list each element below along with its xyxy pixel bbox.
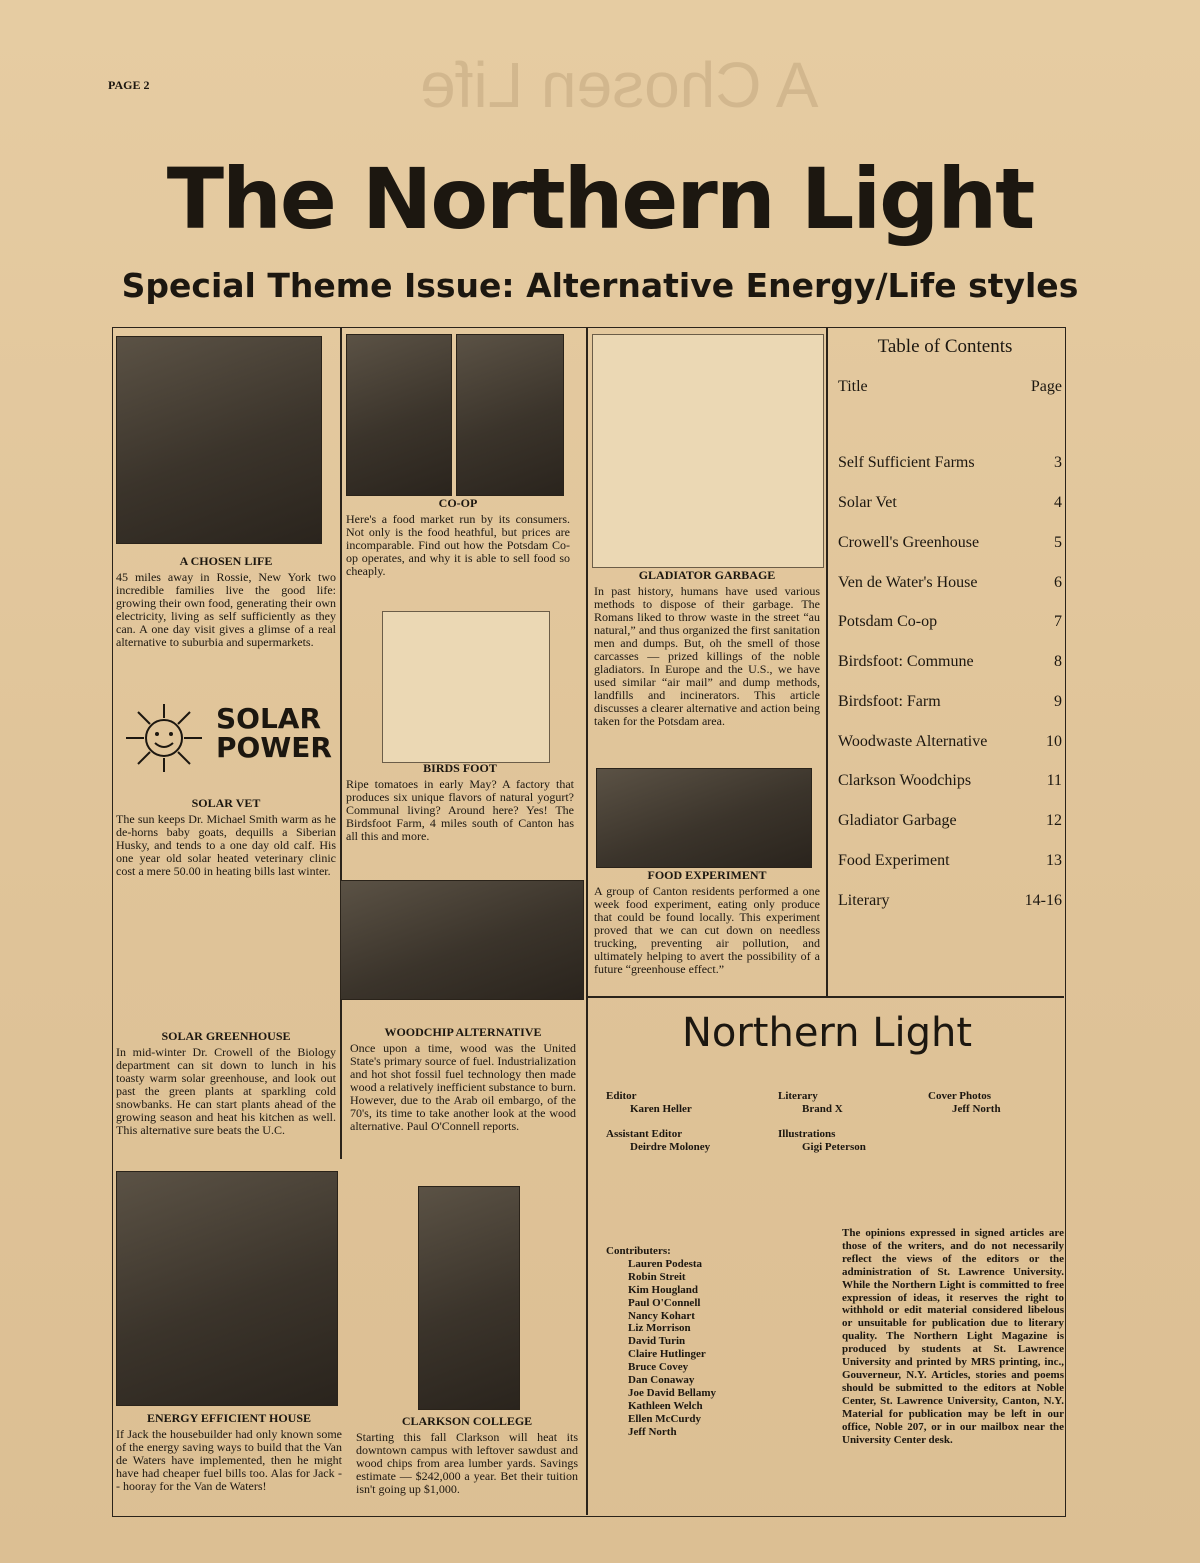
toc-entry-page: 7	[1054, 613, 1062, 630]
toc-entry-title: Self Sufficient Farms	[838, 454, 975, 471]
contributor-name: Kim Hougland	[628, 1283, 698, 1296]
staff-assistant-editor	[606, 1128, 710, 1154]
staff-label: Cover Photos	[928, 1090, 992, 1102]
solar-logo-line: SOLAR	[216, 702, 322, 735]
contributor-name: Kathleen Welch	[628, 1399, 703, 1412]
article-coop	[346, 496, 570, 578]
article-solar-greenhouse	[116, 1029, 336, 1137]
toc-entry	[838, 733, 1062, 751]
article-headline: ENERGY EFFICIENT HOUSE	[146, 1411, 312, 1425]
article-body: Ripe tomatoes in early May? A factory that produces six unique flavors of natural yogurt? Communal living? Around here? Yes! The Birdsfoot Farm, 4 miles south of Canton has all this and more.	[346, 777, 574, 843]
article-gladiator	[594, 568, 820, 728]
article-headline: A CHOSEN LIFE	[179, 554, 273, 568]
house-construction-photo	[116, 1171, 338, 1406]
article-body: Starting this fall Clarkson will heat its downtown campus with leftover sawdust and wood chips from area lumber yards. Savings estimate — $242,000 a year. Bet their tuition isn't going up $1,000.	[356, 1430, 578, 1496]
toc-col-title: Title	[838, 378, 868, 395]
staff-name: Gigi Peterson	[802, 1141, 866, 1153]
contributor-name: Ellen McCurdy	[628, 1412, 702, 1425]
contributor-name: Claire Hutlinger	[628, 1348, 706, 1361]
toc-entry-title: Birdsfoot: Commune	[838, 653, 974, 670]
toc-entry	[838, 852, 1062, 870]
toc-entry-title: Solar Vet	[838, 494, 897, 511]
toc-entry-page: 5	[1054, 534, 1062, 551]
toc-entry-title: Woodwaste Alternative	[838, 733, 988, 750]
contributor-name: Nancy Kohart	[628, 1309, 695, 1322]
contributor-name: Liz Morrison	[628, 1322, 691, 1335]
staff-cover-photos	[928, 1090, 1001, 1116]
toc-col-page: Page	[1030, 378, 1062, 395]
article-body: In mid-winter Dr. Crowell of the Biology department can sit down to lunch in his toasty warm solar greenhouse, and look out past the green plants at sparkling cold snowbanks. He can start plants ahead of the growing season and heat his kitchen as well. This alternative sure beats the U.C.	[116, 1045, 336, 1137]
staff-name: Jeff North	[952, 1103, 1001, 1115]
column-rule	[586, 327, 588, 1515]
flower-illustration	[382, 611, 550, 763]
bleed-through-text: A Chosen Life	[420, 49, 819, 121]
staff-illustrations	[778, 1128, 866, 1154]
staff-name: Brand X	[802, 1103, 843, 1115]
staff-name: Karen Heller	[630, 1103, 692, 1115]
article-headline: SOLAR GREENHOUSE	[161, 1029, 291, 1043]
article-body: The sun keeps Dr. Michael Smith warm as he de-horns baby goats, dequills a Siberian Husky, and tends to a one day old calf. His one year old solar heated veterinary clinic cost a mere 50.00 in heating bills last winter.	[116, 812, 336, 878]
article-birds-foot	[346, 761, 574, 843]
article-food-experiment	[594, 868, 820, 976]
toc-entry-page: 13	[1046, 852, 1062, 869]
article-solar-vet	[116, 796, 336, 878]
contributors-list	[606, 1245, 716, 1439]
row-rule	[586, 996, 1064, 998]
article-headline: FOOD EXPERIMENT	[647, 868, 767, 882]
masthead: The Northern Light	[166, 150, 1034, 248]
toc-entry-page: 9	[1054, 693, 1062, 710]
toc-entry-title: Potsdam Co-op	[838, 613, 938, 630]
chopsticks-photo	[456, 334, 564, 496]
article-clarkson	[356, 1414, 578, 1496]
article-body: 45 miles away in Rossie, New York two incredible families live the good life: growing their own food, generating their own electricity, living as self sufficiently as they can. A one day visit gives a glimse of a real alternative to suburbia and supermarkets.	[116, 570, 336, 649]
contributor-name: Robin Streit	[628, 1270, 686, 1283]
staff-box-title: Northern Light	[681, 1010, 973, 1056]
staff-literary	[778, 1090, 843, 1116]
solar-power-logo	[216, 704, 332, 762]
food-photo	[596, 768, 812, 868]
contributor-name: Dan Conaway	[628, 1374, 695, 1387]
contributor-name: Paul O'Connell	[628, 1296, 701, 1309]
article-body: A group of Canton residents performed a one week food experiment, eating only produce that could be found locally. This experiment proved that we can cut down on needless trucking, preventing air pollution, and ultimately helping to avert the possibility of a future “greenhouse effect.”	[594, 884, 820, 976]
article-headline: WOODCHIP ALTERNATIVE	[384, 1025, 542, 1039]
column-rule	[340, 327, 342, 1159]
toc-entry	[838, 534, 1062, 552]
article-body: In past history, humans have used various methods to dispose of their garbage. The Romans liked to throw waste in the street “au natural,” and thus organized the first sanitation men and dumps. But, oh the smell of those carcasses — prized killings of the noble gladiators. In Europe and the U.S., we have used similar “air mail” and dump methods, landfills and incinerators. This article discusses a clearer alternative and action being taken for the Potsdam area.	[594, 584, 820, 728]
toc-entry-title: Literary	[838, 892, 890, 909]
editorial-disclaimer: The opinions expressed in signed articles are those of the writers, and do not necessarily reflect the views of the editors or the administration of St. Lawrence University. While the Northern Light is committed to free expression of ideas, it reserves the right to withhold or edit material considered libelous or unsuitable for publication due to literary quality. The Northern Light Magazine is produced by students at St. Lawrence University and printed by MRS printing, inc., Gouverneur, N.Y. Articles, stories and poems should be submitted to the editors at Noble Center, St. Lawrence University, Canton, N.Y. Material for publication may be left in our office, Noble 207, or in our mailbox near the University Center desk.	[842, 1227, 1064, 1446]
toc-entry-page: 6	[1054, 574, 1062, 591]
article-chosen-life	[116, 554, 336, 649]
staff-label: Editor	[606, 1090, 637, 1102]
toc-entry-title: Crowell's Greenhouse	[838, 534, 980, 551]
article-headline: BIRDS FOOT	[423, 761, 497, 775]
toc-entry	[838, 454, 1062, 472]
issue-subtitle: Special Theme Issue: Alternative Energy/Life styles	[121, 266, 1079, 305]
toc-entry-title: Food Experiment	[838, 852, 950, 869]
toc-entry-page: 3	[1054, 454, 1062, 471]
toc-entry	[838, 772, 1062, 790]
toc-header	[838, 378, 1062, 396]
toc-entry-page: 8	[1054, 653, 1062, 670]
article-woodchip	[350, 1025, 576, 1133]
toc-entry	[838, 494, 1062, 512]
toc-entry-page: 4	[1054, 494, 1062, 511]
toc-entry-title: Gladiator Garbage	[838, 812, 957, 829]
toc-entry	[838, 892, 1062, 910]
article-energy-house	[116, 1411, 342, 1493]
staff-label: Literary	[778, 1090, 818, 1102]
contributor-name: Bruce Covey	[628, 1361, 689, 1374]
toc-entry	[838, 812, 1062, 830]
staff-editor	[606, 1090, 692, 1116]
staff-name: Deirdre Moloney	[630, 1141, 711, 1153]
page-number: PAGE 2	[108, 78, 150, 92]
farm-photo	[116, 336, 322, 544]
toc-entry-title: Clarkson Woodchips	[838, 772, 972, 789]
toc-entry-page: 14-16	[1024, 892, 1062, 909]
toc-entry	[838, 693, 1062, 711]
toc-title: Table of Contents	[877, 336, 1013, 357]
article-body: Once upon a time, wood was the United State's primary source of fuel. Industrialization and hot shot fossil fuel technology then made wood a relatively inefficient substance to burn. However, due to the Arab oil embargo, of the 70's, its time to take another look at the wood alternative. Paul O'Connell reports.	[350, 1041, 576, 1133]
article-headline: GLADIATOR GARBAGE	[638, 568, 776, 582]
article-headline: CLARKSON COLLEGE	[401, 1414, 533, 1428]
chopsticks-photo	[346, 334, 452, 496]
contributor-name: Lauren Podesta	[628, 1257, 703, 1270]
article-headline: CO-OP	[438, 496, 478, 510]
toc-entry	[838, 653, 1062, 671]
toc-entry-title: Birdsfoot: Farm	[838, 693, 941, 710]
gladiator-illustration	[592, 334, 824, 568]
contributor-name: David Turin	[628, 1335, 686, 1348]
sun-icon	[118, 700, 210, 776]
staff-label: Illustrations	[778, 1128, 836, 1140]
article-headline: SOLAR VET	[191, 796, 261, 810]
toc-entry-page: 10	[1046, 733, 1062, 750]
toc-entry-page: 12	[1046, 812, 1062, 829]
contributor-name: Joe David Bellamy	[628, 1386, 716, 1399]
solar-logo-line: POWER	[216, 731, 332, 764]
contributor-name: Jeff North	[628, 1425, 677, 1438]
toc-entry-page: 11	[1046, 772, 1062, 789]
woodchip-photo	[340, 880, 584, 1000]
article-body: If Jack the housebuilder had only known some of the energy saving ways to build that the Van de Waters have implemented, then he might have had cheaper fuel bills too. Alas for Jack -- hooray for the Van de Waters!	[116, 1427, 342, 1493]
toc-entry	[838, 574, 1062, 592]
column-rule	[826, 327, 828, 997]
staff-label: Assistant Editor	[606, 1128, 683, 1140]
contributors-label: Contributers:	[606, 1245, 671, 1257]
article-body: Here's a food market run by its consumers. Not only is the food heathful, but prices are incomparable. Find out how the Potsdam Co-op operates, and why it is able to sell food so cheaply.	[346, 512, 570, 578]
toc-entry	[838, 613, 1062, 631]
toc-entry-title: Ven de Water's House	[838, 574, 978, 591]
wood-stove-photo	[418, 1186, 520, 1410]
